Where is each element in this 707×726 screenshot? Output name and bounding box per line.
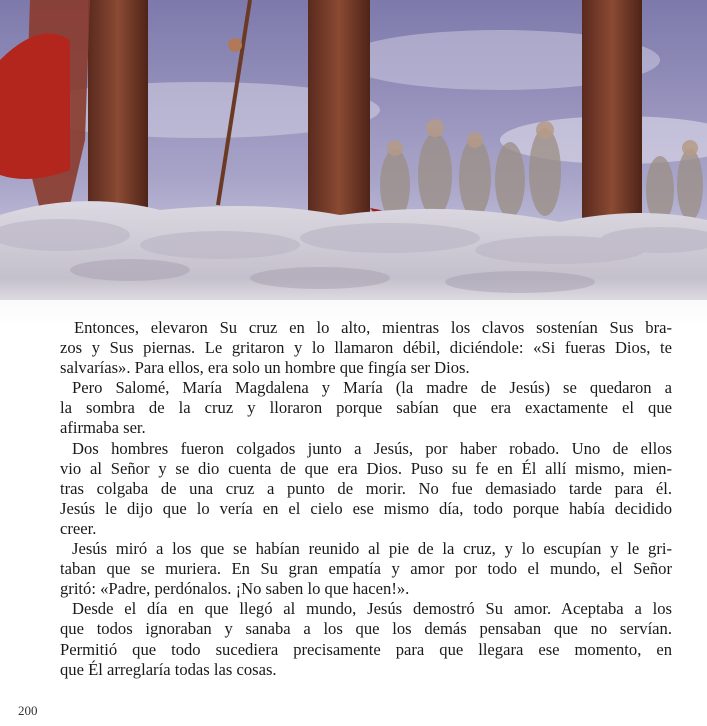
paragraph <box>60 599 672 679</box>
page-number: 200 <box>18 703 38 718</box>
text-line: Dos hombres fueron colgados junto a Jesús, por haber robado. Uno de ellos <box>72 438 672 458</box>
text-line: gritó: «Padre, perdónalos. ¡No saben lo que hacen!». <box>60 579 410 599</box>
text-line: que todos ignoraban y sanaba a los que los demás pensaban que no servían. <box>60 619 672 639</box>
text-line: Jesús miró a los que se habían reunido al pie de la cruz, y lo escupían y le gri- <box>72 539 672 559</box>
text-line: afirmaba ser. <box>60 418 146 438</box>
text-line: Entonces, elevaron Su cruz en lo alto, mientras los clavos sostenían Sus bra- <box>74 318 672 337</box>
paragraph <box>60 318 672 378</box>
paragraph <box>60 539 672 599</box>
watercolor-scene-icon <box>0 0 707 330</box>
text-line: taban que se muriera. En Su gran empatía y amor por todo el mundo, el Señor <box>60 559 672 579</box>
text-line: salvarías». Para ellos, era solo un hombre que fingía ser Dios. <box>60 358 470 378</box>
text-line: vio al Señor y se dio cuenta de que era Dios. Puso su fe en Él allí mismo, mien- <box>60 458 672 478</box>
body-text <box>60 318 672 680</box>
text-line: que Él arreglaría todas las cosas. <box>60 659 277 679</box>
text-line: Desde el día en que llegó al mundo, Jesús demostró Su amor. Aceptaba a los <box>72 599 672 619</box>
crucifixion-illustration <box>0 0 707 330</box>
text-line: tras colgaba de una cruz a punto de morir. No fue demasiado tarde para él. <box>60 478 672 498</box>
text-line: Jesús le dijo que lo vería en el cielo ese mismo día, todo porque había decidido <box>60 498 672 518</box>
text-line: Pero Salomé, María Magdalena y María (la madre de Jesús) se quedaron a <box>72 378 672 398</box>
paragraph <box>60 378 672 438</box>
text-line: creer. <box>60 518 97 538</box>
text-line: zos y Sus piernas. Le gritaron y lo llamaron débil, diciéndole: «Si fueras Dios, te <box>60 338 672 358</box>
text-line: Permitió que todo sucediera precisamente para que llegara ese momento, en <box>60 639 672 659</box>
text-line: la sombra de la cruz y lloraron porque sabían que era exactamente el que <box>60 398 672 418</box>
paragraph <box>60 438 672 539</box>
